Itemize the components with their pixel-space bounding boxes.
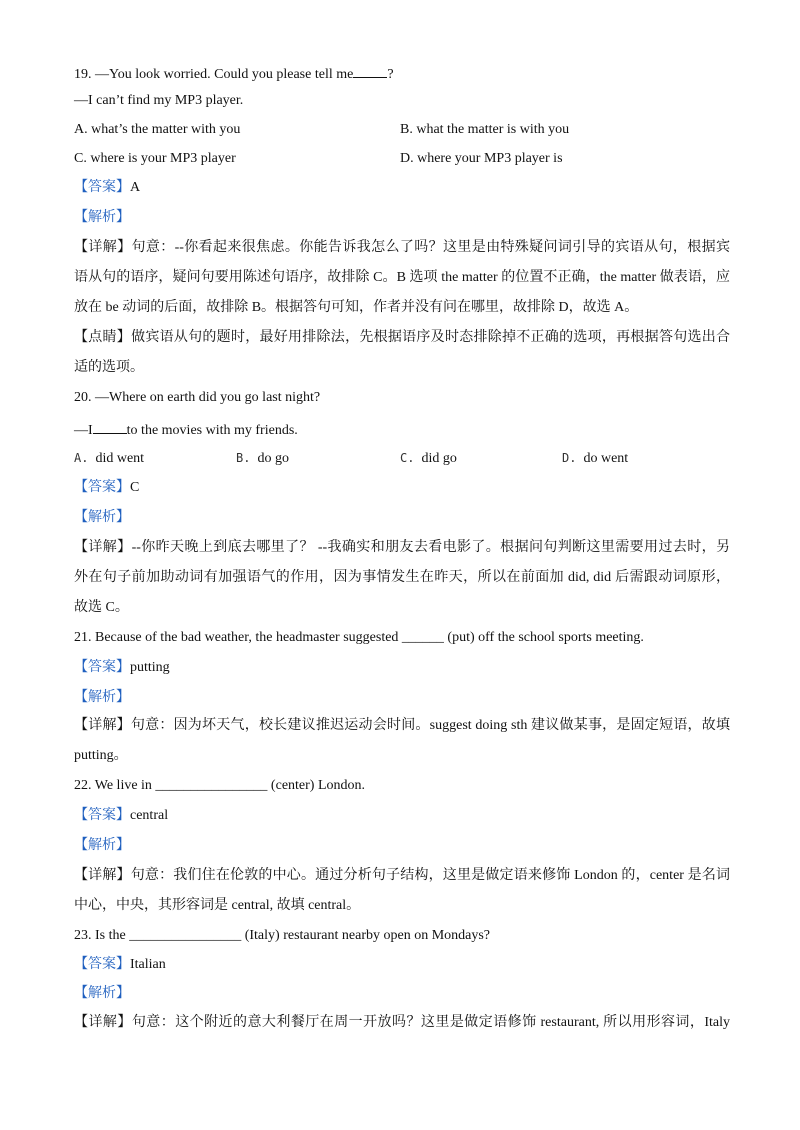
q21-detail-line-2: putting。 [74, 748, 128, 763]
answer-tag: 【答案】 [74, 660, 130, 675]
detail-text: --你昨天晚上到底去哪里了？ --我确实和朋友去看电影了。根据问句判断这里需要用过去时，另 [131, 540, 731, 555]
q19-answer [74, 178, 730, 198]
detail-tag: 【详解】 [74, 1015, 132, 1030]
option-text: do go [257, 451, 289, 466]
option-letter: A. [74, 451, 89, 465]
tip-tag: 【点睛】 [74, 330, 132, 345]
q19-detail-line-3: 放在 be 动词的后面，故排除 B。根据答句可知，作者并没有问在哪里，故排除 D，故选 A。 [74, 300, 639, 315]
q21-analysis [74, 688, 730, 708]
answer-value: C [130, 480, 140, 495]
q19-stem [74, 62, 730, 85]
answer-value: central [130, 808, 169, 823]
answer-value: putting [130, 660, 170, 675]
detail-text: 句意：我们住在伦敦的中心。通过分析句子结构，这里是做定语来修饰 London 的，center 是名词 [130, 868, 731, 883]
detail-text: 句意：--你看起来很焦虑。你能告诉我怎么了吗？这里是由特殊疑问词引导的宾语从句，根据宾 [131, 240, 730, 255]
q19-tip-line-2: 适的选项。 [74, 360, 144, 375]
answer-tag: 【答案】 [74, 180, 130, 195]
q21-answer [74, 658, 730, 678]
answer-value: Italian [130, 957, 166, 972]
option-text: did went [95, 451, 145, 466]
detail-tag: 【详解】 [74, 868, 131, 883]
q23-stem: 23. Is the ________________ (Italy) restaurant nearby open on Mondays? [74, 928, 491, 943]
q19-analysis [74, 208, 730, 228]
answer-tag: 【答案】 [74, 808, 130, 823]
analysis-tag: 【解析】 [74, 986, 130, 1001]
q20-option-c [400, 448, 457, 469]
q20-option-b [236, 448, 289, 469]
option-letter: B. [236, 451, 251, 465]
option-text: did go [421, 451, 457, 466]
q20-blank[interactable] [93, 418, 127, 434]
detail-text: 句意：这个附近的意大利餐厅在周一开放吗？这里是做定语修饰 restaurant, 所以用形容词，Italy [131, 1015, 730, 1030]
option-letter: D. [562, 451, 577, 465]
answer-tag: 【答案】 [74, 957, 130, 972]
q19-reply: —I can’t find my MP3 player. [74, 93, 244, 108]
tip-text: 做宾语从句的题时，最好用排除法，先根据语序及时态排除掉不正确的选项，再根据答句选出合 [131, 330, 731, 345]
analysis-tag: 【解析】 [74, 690, 130, 705]
q19-stem-end: ? [387, 67, 394, 82]
q19-option-b: B. what the matter is with you [400, 122, 570, 137]
q19-detail-line-2: 语从句的语序，疑问句要用陈述句语序，故排除 C。B 选项 the matter 的位置不正确，the matter 做表语，应 [74, 270, 730, 285]
q21-detail-line-1 [74, 716, 730, 736]
answer-tag: 【答案】 [74, 480, 130, 495]
q20-stem: 20. —Where on earth did you go last night? [74, 390, 321, 405]
q20-option-d [562, 448, 628, 469]
answer-value: A [130, 180, 141, 195]
q22-stem: 22. We live in ________________ (center) London. [74, 778, 366, 793]
analysis-tag: 【解析】 [74, 510, 130, 525]
q19-tip-line-1 [74, 328, 730, 348]
detail-text: 句意：因为坏天气，校长建议推迟运动会时间。suggest doing sth 建议做某事，是固定短语，故填 [130, 718, 730, 733]
detail-tag: 【详解】 [74, 718, 131, 733]
q22-analysis [74, 836, 730, 856]
q19-stem-text: 19. —You look worried. Could you please tell me [74, 67, 354, 82]
q20-analysis [74, 508, 730, 528]
analysis-tag: 【解析】 [74, 210, 130, 225]
q22-detail-line-1 [74, 866, 730, 886]
option-text: do went [583, 451, 629, 466]
q22-detail-line-2: 中心，中央，其形容词是 central, 故填 central。 [74, 898, 361, 913]
q23-analysis [74, 984, 730, 1004]
q20-reply [74, 418, 730, 441]
q20-detail-line-3: 故选 C。 [74, 600, 129, 615]
detail-tag: 【详解】 [74, 240, 132, 255]
q19-blank[interactable] [353, 62, 387, 78]
q19-option-c: C. where is your MP3 player [74, 151, 236, 166]
q23-answer [74, 955, 730, 975]
detail-tag: 【详解】 [74, 540, 132, 555]
q20-reply-end: to the movies with my friends. [126, 423, 298, 438]
q19-detail-line-1 [74, 238, 730, 258]
q23-detail-line-1 [74, 1013, 730, 1033]
q20-answer [74, 478, 730, 498]
q19-option-d: D. where your MP3 player is [400, 151, 563, 166]
option-letter: C. [400, 451, 415, 465]
q21-stem: 21. Because of the bad weather, the headmaster suggested ______ (put) off the school sports meeting. [74, 630, 644, 645]
q20-option-a [74, 448, 144, 469]
q20-detail-line-2: 外在句子前加助动词有加强语气的作用，因为事情发生在昨天，所以在前面加 did, did 后需跟动词原形， [74, 570, 730, 585]
q22-answer [74, 806, 730, 826]
q20-detail-line-1 [74, 538, 730, 558]
q20-reply-start: —I [74, 423, 93, 438]
analysis-tag: 【解析】 [74, 838, 130, 853]
q19-option-a: A. what’s the matter with you [74, 122, 241, 137]
